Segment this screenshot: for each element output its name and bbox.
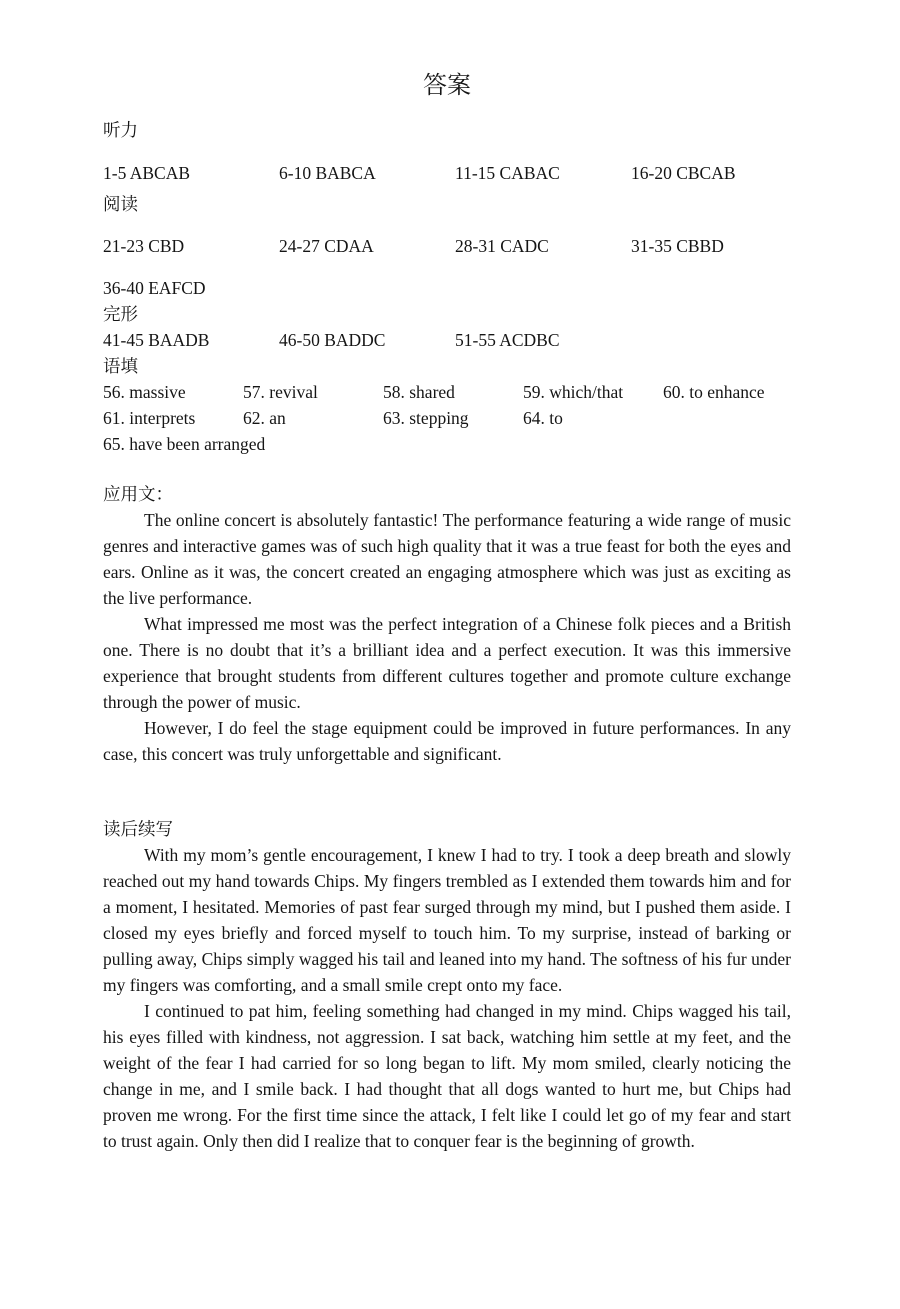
reading-answers-row <box>103 233 791 259</box>
answer-61: 61. interprets <box>103 408 196 428</box>
section-label-reading: 阅读 <box>103 194 138 214</box>
answer-group-11-15: 11-15 CABAC <box>455 163 560 183</box>
applied-writing-essay <box>103 507 791 767</box>
answer-group-51-55: 51-55 ACDBC <box>455 330 560 350</box>
answer-group-36-40: 36-40 EAFCD <box>103 278 206 298</box>
answer-58: 58. shared <box>383 382 455 402</box>
continuation-writing-paragraph-1: With my mom’s gentle encouragement, I knew I had to try. I took a deep breath and slowly reached out my hand towards Chips. My fingers trembled as I extended them towards him and for a moment, I hesitated. Memories of past fear surged through my mind, but I pushed them aside. I closed my eyes briefly and forced myself to touch him. To my surprise, instead of barking or pulling away, Chips simply wagged his tail and leaned into my hand. The softness of his fur under my fingers was comforting, and a small smile crept onto my face. <box>103 845 791 995</box>
answer-group-46-50: 46-50 BADDC <box>279 330 386 350</box>
answer-group-41-45: 41-45 BAADB <box>103 330 210 350</box>
grammar-fill-row-2 <box>103 405 791 431</box>
section-label-grammar-fill: 语填 <box>103 356 138 376</box>
answer-group-1-5: 1-5 ABCAB <box>103 163 191 183</box>
answer-group-24-27: 24-27 CDAA <box>279 236 374 256</box>
section-label-applied-writing: 应用文： <box>103 484 173 504</box>
answer-57: 57. revival <box>243 382 318 402</box>
answer-56: 56. massive <box>103 382 186 402</box>
listening-answers-row <box>103 160 791 186</box>
answer-63: 63. stepping <box>383 408 469 428</box>
grammar-fill-row-1 <box>103 379 791 405</box>
answer-group-6-10: 6-10 BABCA <box>279 163 376 183</box>
answer-62: 62. an <box>243 408 286 428</box>
applied-writing-paragraph-2: What impressed me most was the perfect integration of a Chinese folk pieces and a British one. There is no doubt that it’s a brilliant idea and a perfect execution. It was this immersive experience that brought students from different cultures together and promote culture exchange through the power of music. <box>103 614 791 712</box>
section-label-continuation-writing: 读后续写 <box>103 819 173 839</box>
cloze-answers-row <box>103 327 791 353</box>
applied-writing-paragraph-3: However, I do feel the stage equipment could be improved in future performances. In any case, this concert was truly unforgettable and significant. <box>103 718 791 764</box>
answer-65: 65. have been arranged <box>103 434 266 454</box>
section-label-cloze: 完形 <box>103 304 138 324</box>
continuation-writing-paragraph-2: I continued to pat him, feeling something had changed in my mind. Chips wagged his tail, his eyes filled with kindness, not aggression. I sat back, watching him settle at my feet, and the weight of the fear I had carried for so long began to lift. My mom smiled, clearly noticing the change in me, and I smile back. I had thought that all dogs wanted to hurt me, but Chips had proven me wrong. For the first time since the attack, I felt like I could let go of my fear and start to trust again. Only then did I realize that to conquer fear is the beginning of growth. <box>103 1001 791 1151</box>
page-title: 答案 <box>423 73 471 99</box>
answer-60: 60. to enhance <box>663 382 765 402</box>
answer-group-28-31: 28-31 CADC <box>455 236 549 256</box>
applied-writing-paragraph-1: The online concert is absolutely fantastic! The performance featuring a wide range of music genres and interactive games was of such high quality that it was a true feast for both the eyes and ears. Online as it was, the concert created an engaging atmosphere which was just as exciting as the live performance. <box>103 510 791 608</box>
continuation-writing-essay <box>103 842 791 1154</box>
answer-59: 59. which/that <box>523 382 624 402</box>
section-label-listening: 听力 <box>103 120 138 140</box>
answer-group-31-35: 31-35 CBBD <box>631 236 724 256</box>
answer-64: 64. to <box>523 408 563 428</box>
answer-group-21-23: 21-23 CBD <box>103 236 185 256</box>
answer-group-16-20: 16-20 CBCAB <box>631 163 736 183</box>
